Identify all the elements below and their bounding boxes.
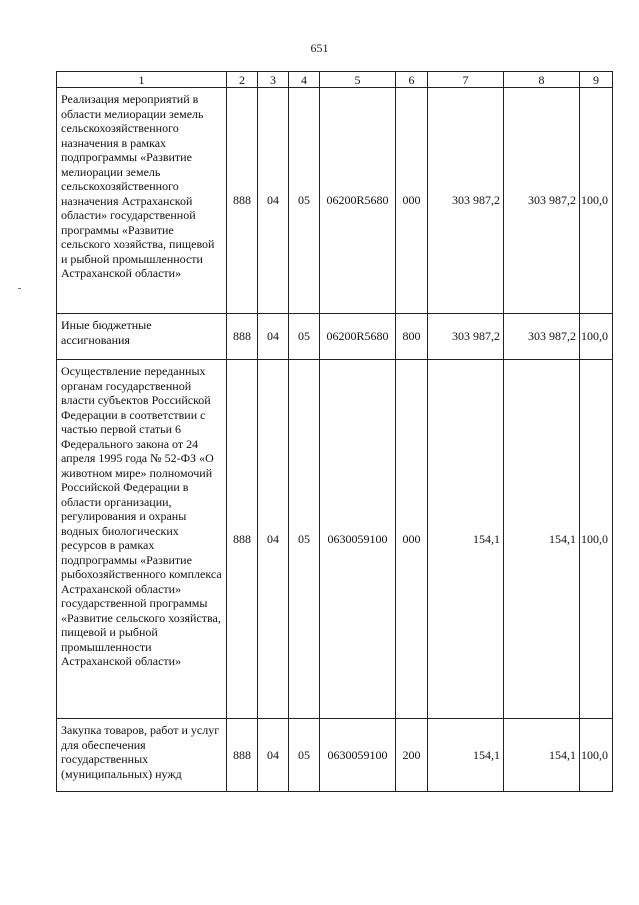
code-cell: 888 xyxy=(227,88,258,314)
code-cell: 888 xyxy=(227,360,258,719)
expense-type-cell: 000 xyxy=(396,88,428,314)
section-cell: 04 xyxy=(258,314,289,360)
code-cell: 888 xyxy=(227,719,258,792)
row-name-cell: Закупка товаров, работ и услуг для обеспечения государственных (муниципальных) нужд xyxy=(57,719,227,792)
amount-planned-cell: 154,1 xyxy=(428,719,504,792)
column-header: 6 xyxy=(396,72,428,88)
amount-executed-cell: 303 987,2 xyxy=(504,88,580,314)
section-cell: 04 xyxy=(258,360,289,719)
subsection-cell: 05 xyxy=(289,360,320,719)
subsection-cell: 05 xyxy=(289,314,320,360)
column-header: 9 xyxy=(580,72,613,88)
amount-executed-cell: 154,1 xyxy=(504,360,580,719)
section-cell: 04 xyxy=(258,719,289,792)
code-cell: 888 xyxy=(227,314,258,360)
amount-planned-cell: 303 987,2 xyxy=(428,88,504,314)
subsection-cell: 05 xyxy=(289,88,320,314)
column-header: 4 xyxy=(289,72,320,88)
amount-executed-cell: 154,1 xyxy=(504,719,580,792)
column-header: 8 xyxy=(504,72,580,88)
column-header: 3 xyxy=(258,72,289,88)
table-row xyxy=(57,88,613,314)
expense-type-cell: 000 xyxy=(396,360,428,719)
target-article-cell: 06200R5680 xyxy=(320,314,396,360)
percent-cell: 100,0 xyxy=(580,719,613,792)
target-article-cell: 0630059100 xyxy=(320,360,396,719)
section-cell: 04 xyxy=(258,88,289,314)
table-row xyxy=(57,719,613,792)
column-header: 2 xyxy=(227,72,258,88)
margin-tick-mark xyxy=(18,288,21,289)
expense-type-cell: 200 xyxy=(396,719,428,792)
percent-cell: 100,0 xyxy=(580,88,613,314)
row-name-cell: Реализация мероприятий в области мелиорации земель сельскохозяйственного назначения в рамках подпрограммы «Развитие мелиорации земель сельскохозяйственного назначения Астраханской области» государственной программы «Развитие сельского хозяйства, пищевой и рыбной промышленности Астраханской области» xyxy=(57,88,227,314)
row-name-cell: Осуществление переданных органам государственной власти субъектов Российской Федерации в соответствии с частью первой статьи 6 Федерального закона от 24 апреля 1995 года № 52-ФЗ «О животном мире» полномочий Российской Федерации в области организации, регулирования и охраны водных биологических ресурсов в рамках подпрограммы «Развитие рыбохозяйственного комплекса Астраханской области» государственной программы «Развитие сельского хозяйства, пищевой и рыбной промышленности Астраханской области» xyxy=(57,360,227,719)
table-header-row xyxy=(57,72,613,88)
target-article-cell: 06200R5680 xyxy=(320,88,396,314)
percent-cell: 100,0 xyxy=(580,314,613,360)
amount-planned-cell: 154,1 xyxy=(428,360,504,719)
page-number: 651 xyxy=(310,41,329,55)
percent-cell: 100,0 xyxy=(580,360,613,719)
row-name-cell: Иные бюджетные ассигнования xyxy=(57,314,227,360)
column-header: 7 xyxy=(428,72,504,88)
amount-planned-cell: 303 987,2 xyxy=(428,314,504,360)
amount-executed-cell: 303 987,2 xyxy=(504,314,580,360)
column-header: 1 xyxy=(57,72,227,88)
target-article-cell: 0630059100 xyxy=(320,719,396,792)
subsection-cell: 05 xyxy=(289,719,320,792)
table-row xyxy=(57,360,613,719)
expense-type-cell: 800 xyxy=(396,314,428,360)
budget-table xyxy=(56,71,613,792)
column-header: 5 xyxy=(320,72,396,88)
table-row xyxy=(57,314,613,360)
